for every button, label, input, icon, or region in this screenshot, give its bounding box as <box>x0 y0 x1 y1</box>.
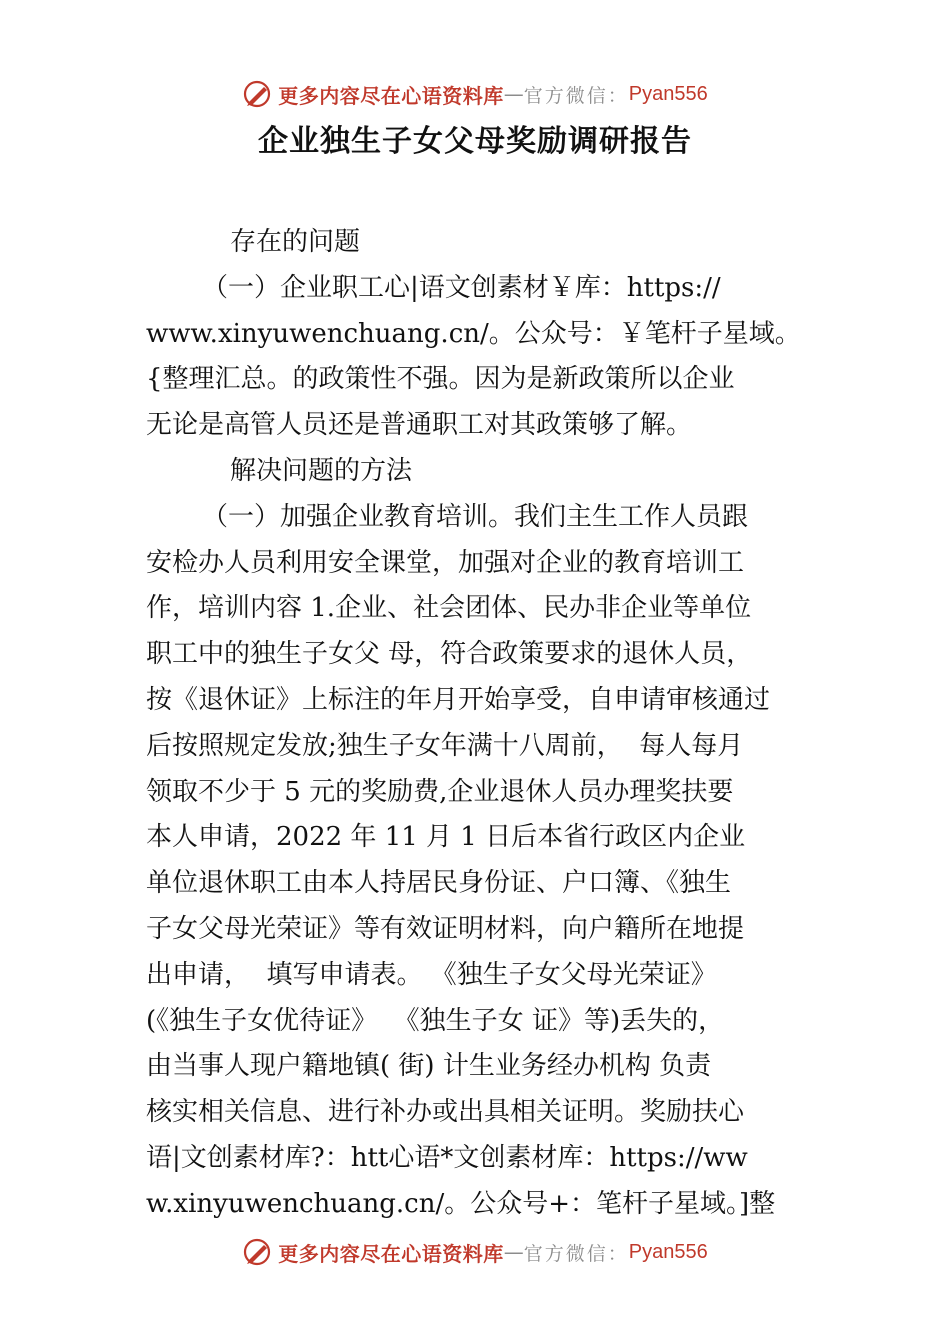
body-line: （一）企业职工心|语文创素材￥库：https:// <box>202 272 721 303</box>
watermark-wechat-id: Pyan556 <box>628 1240 708 1263</box>
section-heading-solutions: 解决问题的方法 <box>230 455 413 486</box>
body-line: 无论是高管人员还是普通职工对其政策够了解。 <box>146 410 693 441</box>
body-line: 子女父母光荣证》等有效证明材料，向户籍所在地提 <box>146 913 745 944</box>
body-line: www.xinyuwenchuang.cn/。公众号：￥笔杆子星域。 <box>146 318 801 349</box>
section-heading-problems: 存在的问题 <box>230 227 361 257</box>
document-body <box>146 220 811 1228</box>
body-line: 由当事人现户籍地镇( 街) 计生业务经办机构 负责 <box>146 1051 712 1082</box>
watermark-wechat-id: Pyan556 <box>628 82 708 105</box>
footer-watermark-banner <box>0 1232 950 1272</box>
watermark-separator: — <box>503 1240 524 1264</box>
watermark-main-text: 更多内容尽在心语资料库 <box>278 1241 504 1266</box>
pen-logo-icon <box>242 1237 272 1267</box>
watermark-separator: — <box>503 82 524 106</box>
body-line: {整理汇总。的政策性不强。因为是新政策所以企业 <box>146 364 735 395</box>
watermark-wechat-label: 官方微信： <box>523 1242 629 1265</box>
body-line: 语|文创素材库?：htt心语*文创素材库：https://ww <box>146 1142 748 1173</box>
body-line: (《独生子女优待证》 《独生子女 证》等)丢失的， <box>146 1005 725 1036</box>
document-title: 企业独生子女父母奖励调研报告 <box>258 124 692 159</box>
watermark-main-text: 更多内容尽在心语资料库 <box>278 83 504 108</box>
body-line: 后按照规定发放;独生子女年满十八周前， 每人每月 <box>146 730 744 761</box>
body-line: 核实相关信息、进行补办或出具相关证明。奖励扶心 <box>146 1097 745 1128</box>
body-line: w.xinyuwenchuang.cn/。公众号+：笔杆子星域。]整 <box>146 1188 776 1219</box>
body-line: 领取不少于 5 元的奖励费,企业退休人员办理奖扶要 <box>146 776 734 807</box>
body-line: 单位退休职工由本人持居民身份证、户口簿、《独生 <box>146 868 732 899</box>
body-line: 出申请， 填写申请表。 《独生子女父母光荣证》 <box>146 959 717 990</box>
body-line: 作，培训内容 1.企业、社会团体、民办非企业等单位 <box>146 593 752 624</box>
watermark-wechat-label: 官方微信： <box>523 84 629 107</box>
pen-logo-icon <box>242 79 272 109</box>
body-line: 职工中的独生子女父 母，符合政策要求的退休人员， <box>146 639 753 670</box>
body-line: 安检办人员利用安全课堂，加强对企业的教育培训工 <box>146 547 745 578</box>
header-watermark-banner <box>0 74 950 114</box>
body-line: 本人申请，2022 年 11 月 1 日后本省行政区内企业 <box>146 822 746 853</box>
body-line: （一）加强企业教育培训。我们主生工作人员跟 <box>202 501 749 532</box>
body-line: 按《退休证》上标注的年月开始享受，自申请审核通过 <box>146 684 771 715</box>
